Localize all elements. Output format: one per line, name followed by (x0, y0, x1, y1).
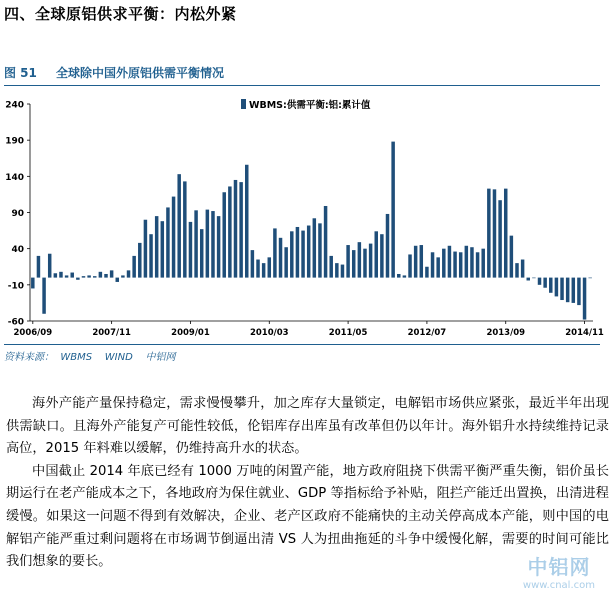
bar (239, 182, 242, 277)
bar (453, 252, 456, 278)
paragraph-1: 海外产能产量保持稳定，需求慢慢攀升，加之库存大量锁定，电解铝市场供应紧张，最近半年出现供需缺口。且海外产能复产可能性较低，伦铝库存出库虽有改革但仍以年计。海外铝升水持续维持记录高位，2015 年料难以缓解，仍维持高升水的状态。 (6, 396, 609, 457)
bar (290, 231, 293, 277)
bar (273, 228, 276, 277)
chart-bottom-rule (4, 344, 600, 345)
y-axis (5, 101, 30, 328)
x-tick-label: 2006/09 (13, 328, 53, 338)
bar (577, 278, 580, 305)
bar (369, 244, 372, 278)
y-tick-label: 90 (11, 209, 24, 219)
bar (172, 197, 175, 278)
bar (363, 249, 366, 278)
bar (386, 214, 389, 278)
bar (155, 216, 158, 277)
bar (459, 252, 462, 277)
bar (76, 278, 79, 280)
bar (206, 210, 209, 278)
bar (380, 234, 383, 277)
bar (296, 227, 299, 278)
bar (48, 254, 51, 278)
bar (560, 278, 563, 300)
bar (588, 278, 591, 279)
bar (301, 231, 304, 278)
bar (82, 276, 85, 277)
bar (493, 189, 496, 277)
x-tick-label: 2011/05 (328, 328, 368, 338)
bar (532, 278, 535, 279)
figure-caption (4, 64, 224, 81)
bar (138, 243, 141, 278)
bar (200, 229, 203, 277)
x-tick-label: 2010/03 (249, 328, 289, 338)
bar (442, 249, 445, 278)
bar (217, 216, 220, 277)
bar-series (31, 142, 592, 320)
bar (324, 206, 327, 278)
bar (42, 278, 45, 314)
paragraph-2: 中国截止 2014 年底已经有 1000 万吨的闲置产能，地方政府阻挠下供需平衡严重失衡，铝价虽长期运行在老产能成本之下，各地政府为保住就业、GDP 等指标给予补贴，阻拦产能迁出置换，出清进程缓慢。如果这一问题不得到有效解决，企业、老产区政府不能痛快的主动关停高成本产能，则中国的电解铝产能严重过剩问题将在市场调节倒逼出清 VS 人为扭曲拖延的斗争中缓慢化解，需要的时间可能比我们想象的要长。 (6, 463, 609, 570)
x-tick-label: 2012/07 (407, 328, 447, 338)
bar (127, 270, 130, 277)
bar (313, 218, 316, 277)
bar (510, 236, 513, 278)
bar (234, 180, 237, 278)
bar (189, 222, 192, 278)
bar (375, 231, 378, 277)
y-tick-label: 190 (5, 136, 24, 147)
bar (498, 200, 501, 277)
bar (527, 278, 530, 281)
bar (403, 275, 406, 277)
bar (161, 221, 164, 277)
bar (555, 278, 558, 297)
bar (194, 210, 197, 277)
x-tick-label: 2007/11 (92, 328, 131, 338)
bar (465, 246, 468, 278)
bar (515, 263, 518, 277)
x-tick-label: 2014/11 (565, 328, 604, 338)
section-title: 四、全球原铝供求平衡：内松外紧 (4, 5, 237, 23)
bar (228, 186, 231, 277)
bar (87, 275, 90, 277)
bar (566, 278, 569, 303)
bar (572, 278, 575, 303)
bar (93, 276, 96, 277)
bar (279, 238, 282, 278)
bar (149, 234, 152, 277)
bar (37, 256, 40, 278)
bar (256, 260, 259, 278)
bar (251, 250, 254, 277)
bar (284, 247, 287, 277)
bar (481, 249, 484, 278)
x-tick-label: 2013/09 (486, 328, 526, 338)
bar (549, 278, 552, 293)
caption-rule (4, 85, 600, 86)
bar (538, 278, 541, 285)
bar (318, 223, 321, 277)
watermark-url: www.cnal.com (522, 580, 595, 591)
bar (268, 257, 271, 277)
bar (436, 257, 439, 277)
x-tick-label: 2009/01 (171, 328, 210, 338)
bar (144, 220, 147, 278)
bar (177, 174, 180, 277)
bar (166, 207, 169, 277)
bar (476, 252, 479, 277)
bar (70, 273, 73, 278)
bar (583, 278, 586, 320)
bar (59, 272, 62, 278)
watermark-logo: 中铝网 (527, 555, 591, 579)
bar (132, 256, 135, 278)
watermark (523, 551, 595, 591)
bar (543, 278, 546, 288)
bar (31, 278, 34, 289)
bar (352, 250, 355, 277)
bar (116, 278, 119, 282)
legend (241, 99, 371, 111)
y-tick-label: -60 (7, 317, 24, 328)
bar (431, 252, 434, 277)
bar (358, 242, 361, 277)
bar (470, 247, 473, 277)
legend-swatch (241, 99, 246, 109)
bar (329, 256, 332, 278)
y-tick-label: 240 (5, 100, 24, 111)
bar (110, 270, 113, 277)
bar (341, 265, 344, 278)
bar (307, 226, 310, 278)
x-axis (14, 321, 604, 338)
bar (121, 275, 124, 277)
source-note: 资料来源： WBMS WIND 中铝网 (4, 352, 176, 363)
y-tick-label: -10 (7, 281, 24, 292)
body-text (6, 393, 609, 574)
bar (183, 181, 186, 277)
y-tick-label: 40 (11, 245, 24, 256)
figure-number: 图 51 (4, 66, 37, 80)
bar (222, 192, 225, 277)
figure-title: 全球除中国外原铝供需平衡情况 (56, 66, 225, 80)
bar (397, 274, 400, 278)
bar (104, 274, 107, 278)
bar (346, 245, 349, 278)
bar (65, 275, 68, 277)
bar (262, 263, 265, 277)
bar (391, 142, 394, 278)
bar (99, 272, 102, 278)
balance-bar-chart (0, 88, 615, 344)
bar (414, 246, 417, 278)
bar (504, 189, 507, 278)
bar (335, 263, 338, 277)
bar (245, 165, 248, 278)
bar (487, 189, 490, 278)
bar (521, 260, 524, 278)
bar (425, 267, 428, 278)
y-tick-label: 140 (5, 172, 24, 183)
bar (54, 273, 57, 277)
bar (448, 246, 451, 278)
bar (408, 254, 411, 277)
legend-label: WBMS:供需平衡:铝:累计值 (249, 100, 371, 111)
bar (211, 211, 214, 278)
bar (420, 245, 423, 278)
